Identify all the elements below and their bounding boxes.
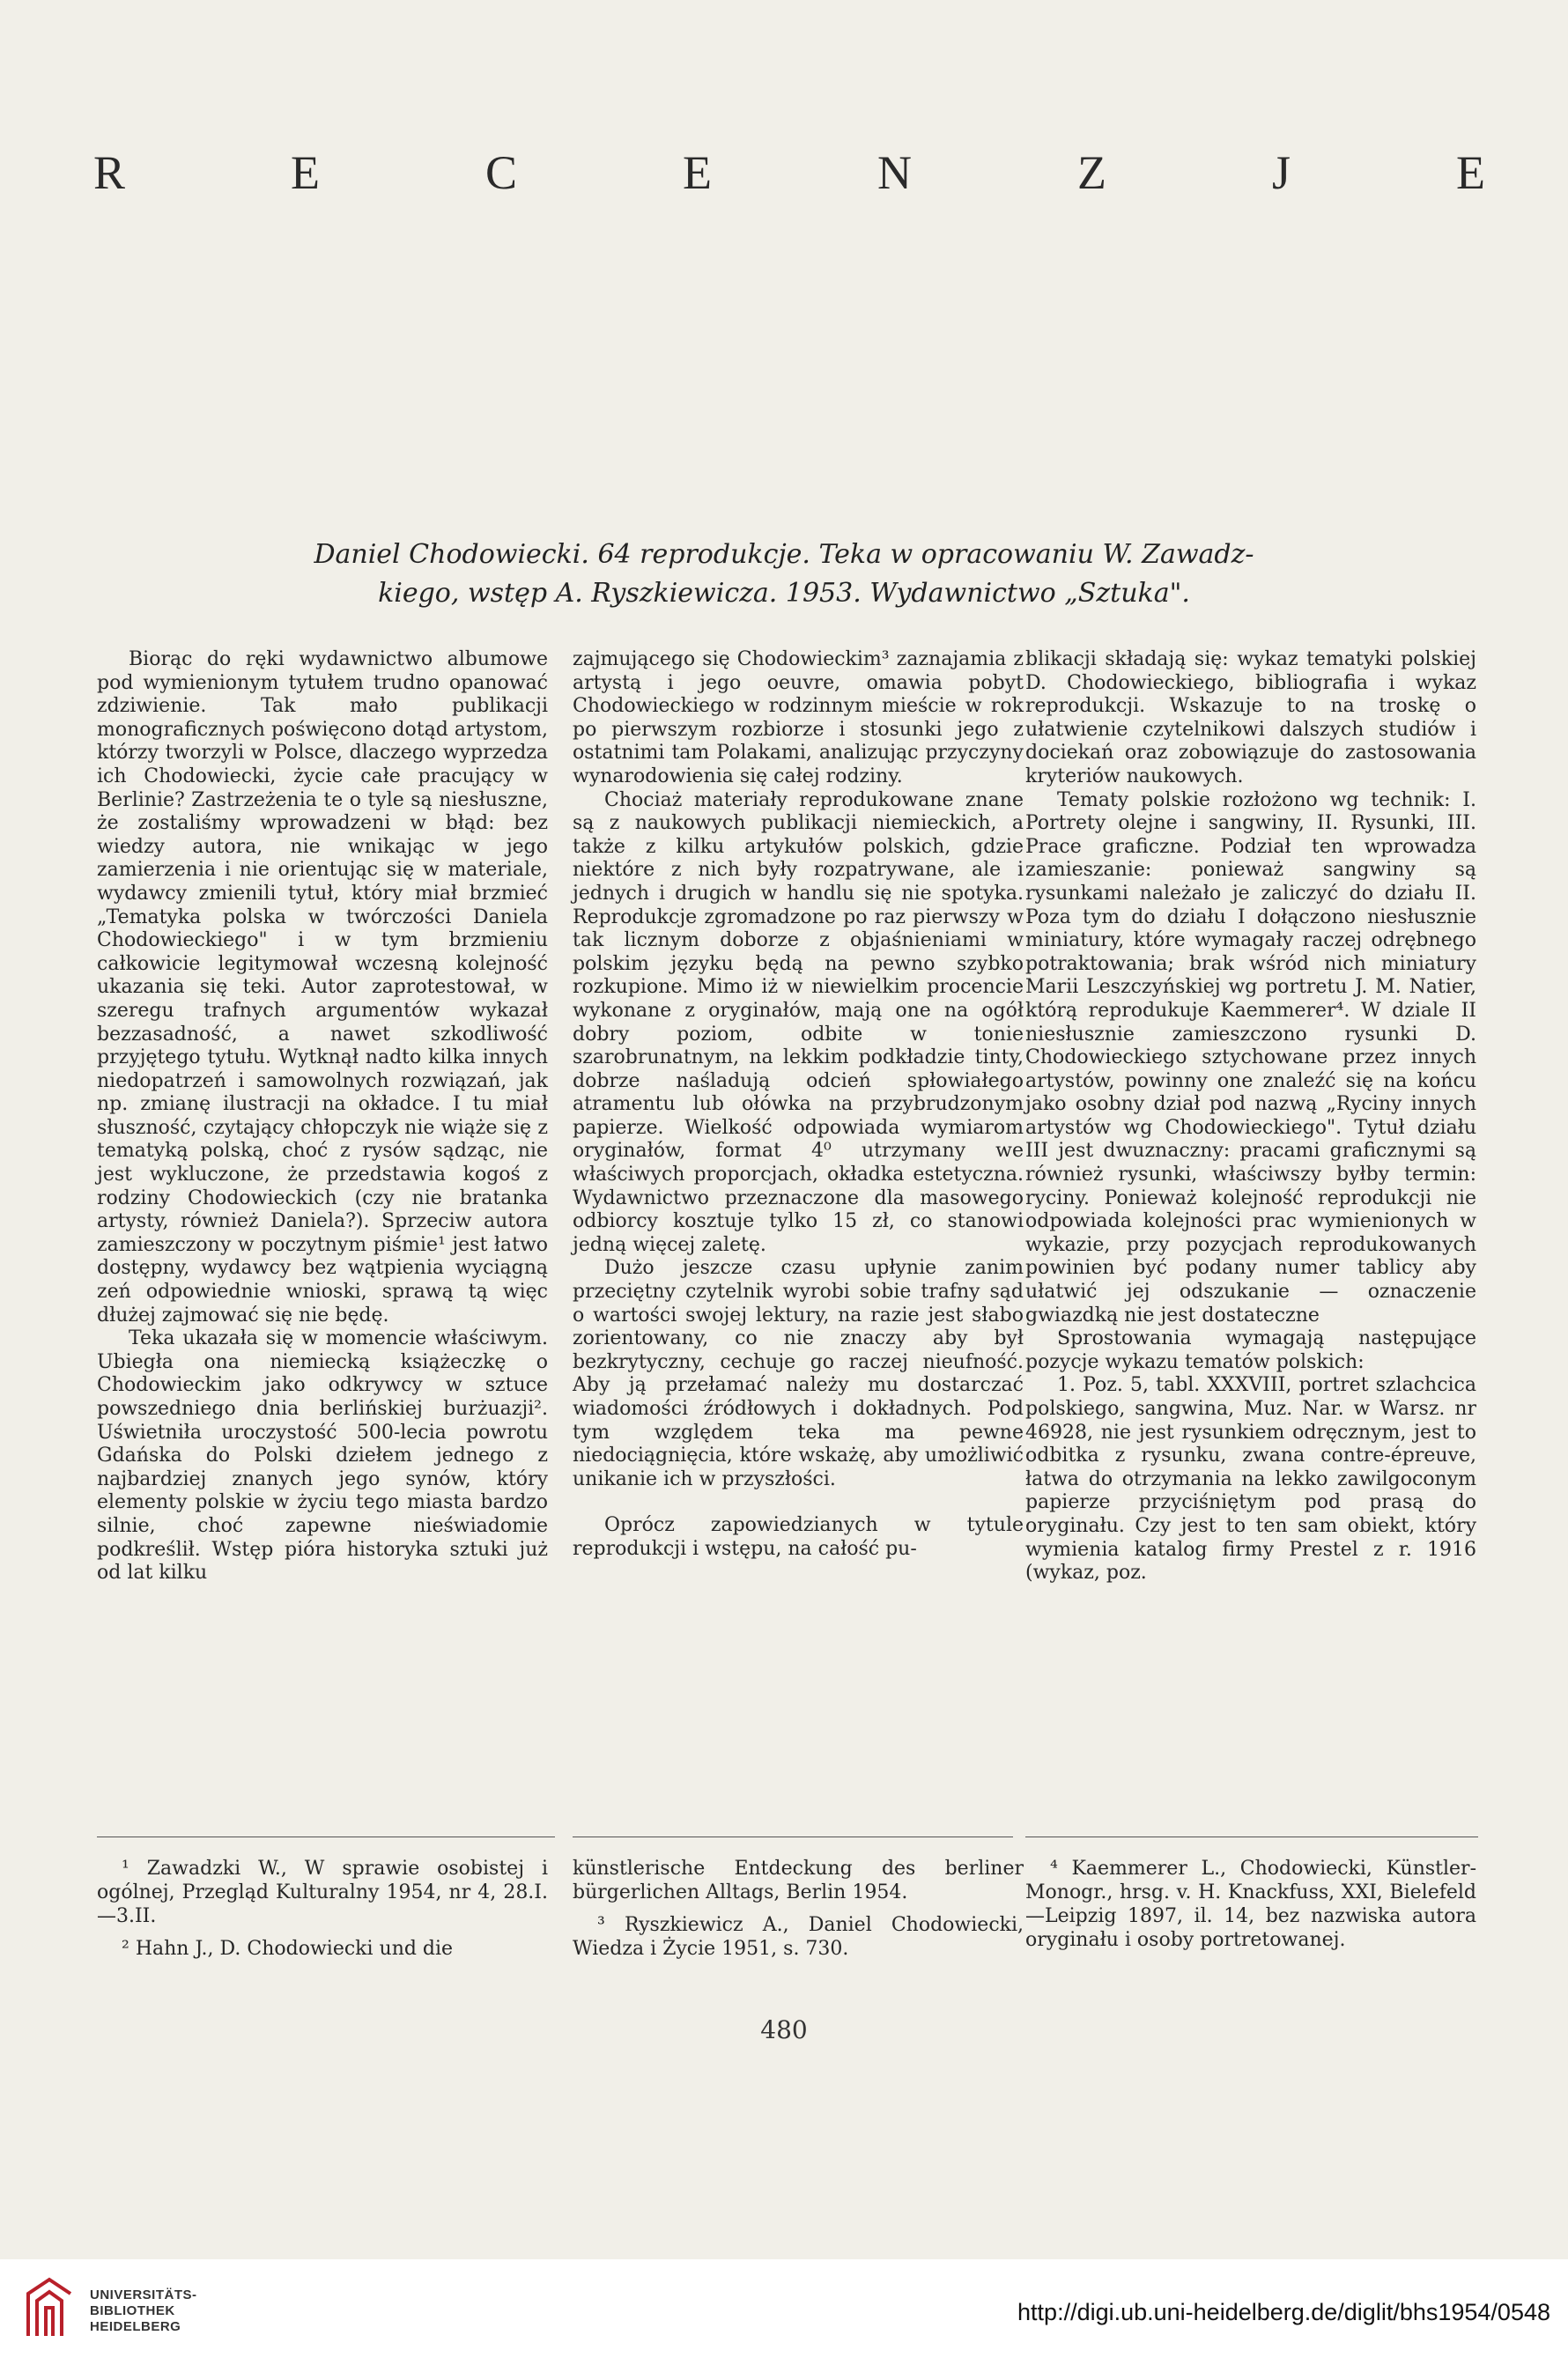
- footnote: ² Hahn J., D. Chodowiecki und die: [122, 1938, 454, 1960]
- library-name-line: BIBLIOTHEK: [90, 2303, 175, 2318]
- paragraph: Chociaż materiały reprodukowane znane są z naukowych publikacji niemieckich, a także z kilku artykułów polskich, gdzie niektóre z nich były rozpatrywane, ale i jednych i drugich w handlu się nie spotyka. Reprodukcje zgromadzone po raz pierwszy w tak licznym doborze z objaśnieniami w polskim języku będą na pewno szybko rozkupione. Mimo iż w niewielkim procencie wykonane z oryginałów, mają one na ogół dobry poziom, odbite w tonie szarobrunatnym, na lekkim podkładzie tinty, dobrze naśladują odcień spłowiałego atramentu lub ołówka na przybrudzonym papierze. Wielkość odpowiada wymiarom oryginałów, format 4⁰ utrzymany we właściwych proporcjach, okładka estetyczna. Wydawnictwo przeznaczone dla masowego odbiorcy kosztuje tylko 15 zł, co stanowi jedną więcej zaletę.: [573, 788, 1024, 1256]
- text-column-1: [97, 648, 548, 1585]
- paragraph: Tematy polskie rozłożono wg technik: I. Portrety olejne i sangwiny, II. Rysunki, III. Prace graficzne. Podział ten wprowadza zamieszanie: ponieważ sangwiny są rysunkami należało je zaliczyć do działu II. Poza tym do działu I dołączono niesłusznie miniatury, które wymagały raczej odrębnego potraktowania; brak wśród nich miniatury Marii Leszczyńskiej wg portretu J. M. Natier, którą reprodukuje Kaemmerer⁴. W dziale II niesłusznie zamieszczono rysunki D. Chodowieckiego sztychowane przez innych artystów, powinny one znaleźć się na końcu jako osobny dział pod nazwą „Ryciny innych artystów wg Chodowieckiego". Tytuł działu III jest dwuznaczny: pracami graficznymi są również rysunki, właściwszy byłby termin: ryciny. Ponieważ kolejność reprodukcji nie odpowiada kolejności prac wymienionych w wykazie, przy pozycjach reprodukowanych powinien być podany numer tablicy aby ułatwić jej odszukanie — oznaczenie gwiazdką nie jest dostateczne: [1025, 788, 1476, 1327]
- text-column-2: [573, 648, 1024, 1562]
- heading-letter: E: [291, 146, 321, 199]
- paragraph: Biorąc do ręki wydawnictwo albumowe pod wymienionym tytułem trudno opanować zdziwienie. Tak mało publikacji monograficznych poświęcono dotąd artystom, którzy tworzyli w Polsce, dlaczego wyprzedza ich Chodowiecki, życie całe pracujący w Berlinie? Zastrzeżenia te o tyle są niesłuszne, że zostaliśmy wprowadzeni w błąd: bez wiedzy autora, nie wnikając w jego zamierzenia i nie orientując się w materiale, wydawcy zmienili tytuł, który miał brzmieć „Tematyka polska w twórczości Daniela Chodowieckiego" i w tym brzmieniu całkowicie legitymował wczesną kolejność ukazania się teki. Autor zaprotestował, w szeregu trafnych argumentów wykazał bezzasadność, a nawet szkodliwość przyjętego tytułu. Wytknął nadto kilka innych niedopatrzeń i samowolnych rozwiązań, jak np. zmianę ilustracji na okładce. I tu miał słuszność, czytający chłopczyk nie wiąże się z tematyką polską, choć z rysów sądząc, nie jest wykluczone, że przedstawia kogoś z rodziny Chodowieckich (czy nie bratanka artysty, również Daniela?). Sprzeciw autora zamieszczony w poczytnym piśmie¹ jest łatwo dostępny, wydawcy bez wątpienia wyciągną zeń odpowiednie wnioski, sprawą tą więc dłużej zajmować się nie będę.: [97, 648, 548, 1327]
- section-heading: [93, 145, 1485, 200]
- footnote: künstlerische Entdeckung des berliner bürgerlichen Alltags, Berlin 1954.: [573, 1858, 1024, 1903]
- paragraph: Dużo jeszcze czasu upłynie zanim przeciętny czytelnik wyrobi sobie trafny sąd o wartości swojej lektury, na razie jest słabo zorientowany, co nie znaczy aby był bezkrytyczny, cechuje go raczej nieufność. Aby ją przełamać należy mu dostarczać wiadomości źródłowych i dokładnych. Pod tym względem teka ma pewne niedociągnięcia, które wskażę, aby umożliwić unikanie ich w przyszłości.: [573, 1257, 1024, 1490]
- paragraph: Teka ukazała się w momencie właściwym. Ubiegła ona niemiecką książeczkę o Chodowieckim jako odkrywcy w sztuce powszedniego dnia berlińskiej burżuazji². Uświetniła uroczystość 500-lecia powrotu Gdańska do Polski dziełem jednego z najbardziej znanych jego synów, który elementy polskie w życiu tego miasta bardzo silnie, choć zapewne nieświadomie podkreślił. Wstęp pióra historyka sztuki już od lat kilku: [97, 1327, 548, 1585]
- paragraph: Sprostowania wymagają następujące pozycje wykazu tematów polskich:: [1025, 1327, 1476, 1373]
- paragraph: blikacji składają się: wykaz tematyki polskiej D. Chodowieckiego, bibliografia i wykaz reprodukcji. Wskazuje to na troskę o ułatwienie czytelnikowi dalszych studiów i dociekań oraz zobowiązuje do zastosowania kryteriów naukowych.: [1025, 648, 1476, 787]
- library-name-line: HEIDELBERG: [90, 2319, 181, 2334]
- heading-letter: Z: [1076, 146, 1106, 199]
- review-title-line: kiego, wstęp A. Ryszkiewicza. 1953. Wydawnictwo „Sztuka".: [378, 578, 1190, 609]
- paragraph: zajmującego się Chodowieckim³ zaznajamia z artystą i jego oeuvre, omawia pobyt Chodowieckiego w rodzinnym mieście w rok po pierwszym rozbiorze i stosunki jego z ostatnimi tam Polakami, analizując przyczyny wynarodowienia się całej rodziny.: [573, 648, 1024, 787]
- text-column-3: [1025, 648, 1476, 1585]
- heading-letter: R: [93, 146, 126, 199]
- footnotes-column-2: [573, 1857, 1024, 1970]
- page-number: 480: [760, 2015, 808, 2044]
- footnote: ³ Ryszkiewicz A., Daniel Chodowiecki, Wiedza i Życie 1951, s. 730.: [573, 1914, 1024, 1960]
- footnotes-column-3: [1025, 1857, 1476, 1961]
- footnote: ¹ Zawadzki W., W sprawie osobistej i ogólnej, Przegląd Kulturalny 1954, nr 4, 28.I.—3.II.: [97, 1858, 548, 1927]
- heading-letter: C: [485, 146, 518, 199]
- review-title: [176, 536, 1392, 613]
- review-title-line: Daniel Chodowiecki. 64 reprodukcje. Teka w opracowaniu W. Zawadz-: [314, 539, 1254, 570]
- footnote: ⁴ Kaemmerer L., Chodowiecki, Künstler-Monogr., hrsg. v. H. Knackfuss, XXI, Bielefeld—Leipzig 1897, il. 14, bez nazwiska autora oryginału i osoby portretowanej.: [1025, 1858, 1476, 1951]
- library-name: [90, 2287, 197, 2335]
- source-url-link[interactable]: http://digi.ub.uni-heidelberg.de/diglit/bhs1954/0548: [1017, 2299, 1550, 2325]
- heading-letter: J: [1271, 146, 1291, 199]
- paragraph: Oprócz zapowiedzianych w tytule reprodukcji i wstępu, na całość pu-: [573, 1514, 1024, 1560]
- heading-letter: N: [877, 146, 912, 199]
- heading-letter: E: [683, 146, 713, 199]
- paragraph: 1. Poz. 5, tabl. XXXVIII, portret szlachcica polskiego, sangwina, Muz. Nar. w Warsz. nr 46928, nie jest rysunkiem odręcznym, jest to odbitka z rysunku, zwana contre-épreuve, łatwa do otrzymania na lekko zawilgoconym papierze przyciśniętym pod prasą do oryginału. Czy jest to ten sam obiekt, który wymienia katalog firmy Prestel z r. 1916 (wykaz, poz.: [1025, 1374, 1476, 1585]
- ub-heidelberg-logo-icon[interactable]: [23, 2274, 78, 2339]
- library-name-line: UNIVERSITÄTS-: [90, 2287, 197, 2302]
- footnotes-column-1: [97, 1857, 548, 1970]
- heading-letter: E: [1455, 146, 1485, 199]
